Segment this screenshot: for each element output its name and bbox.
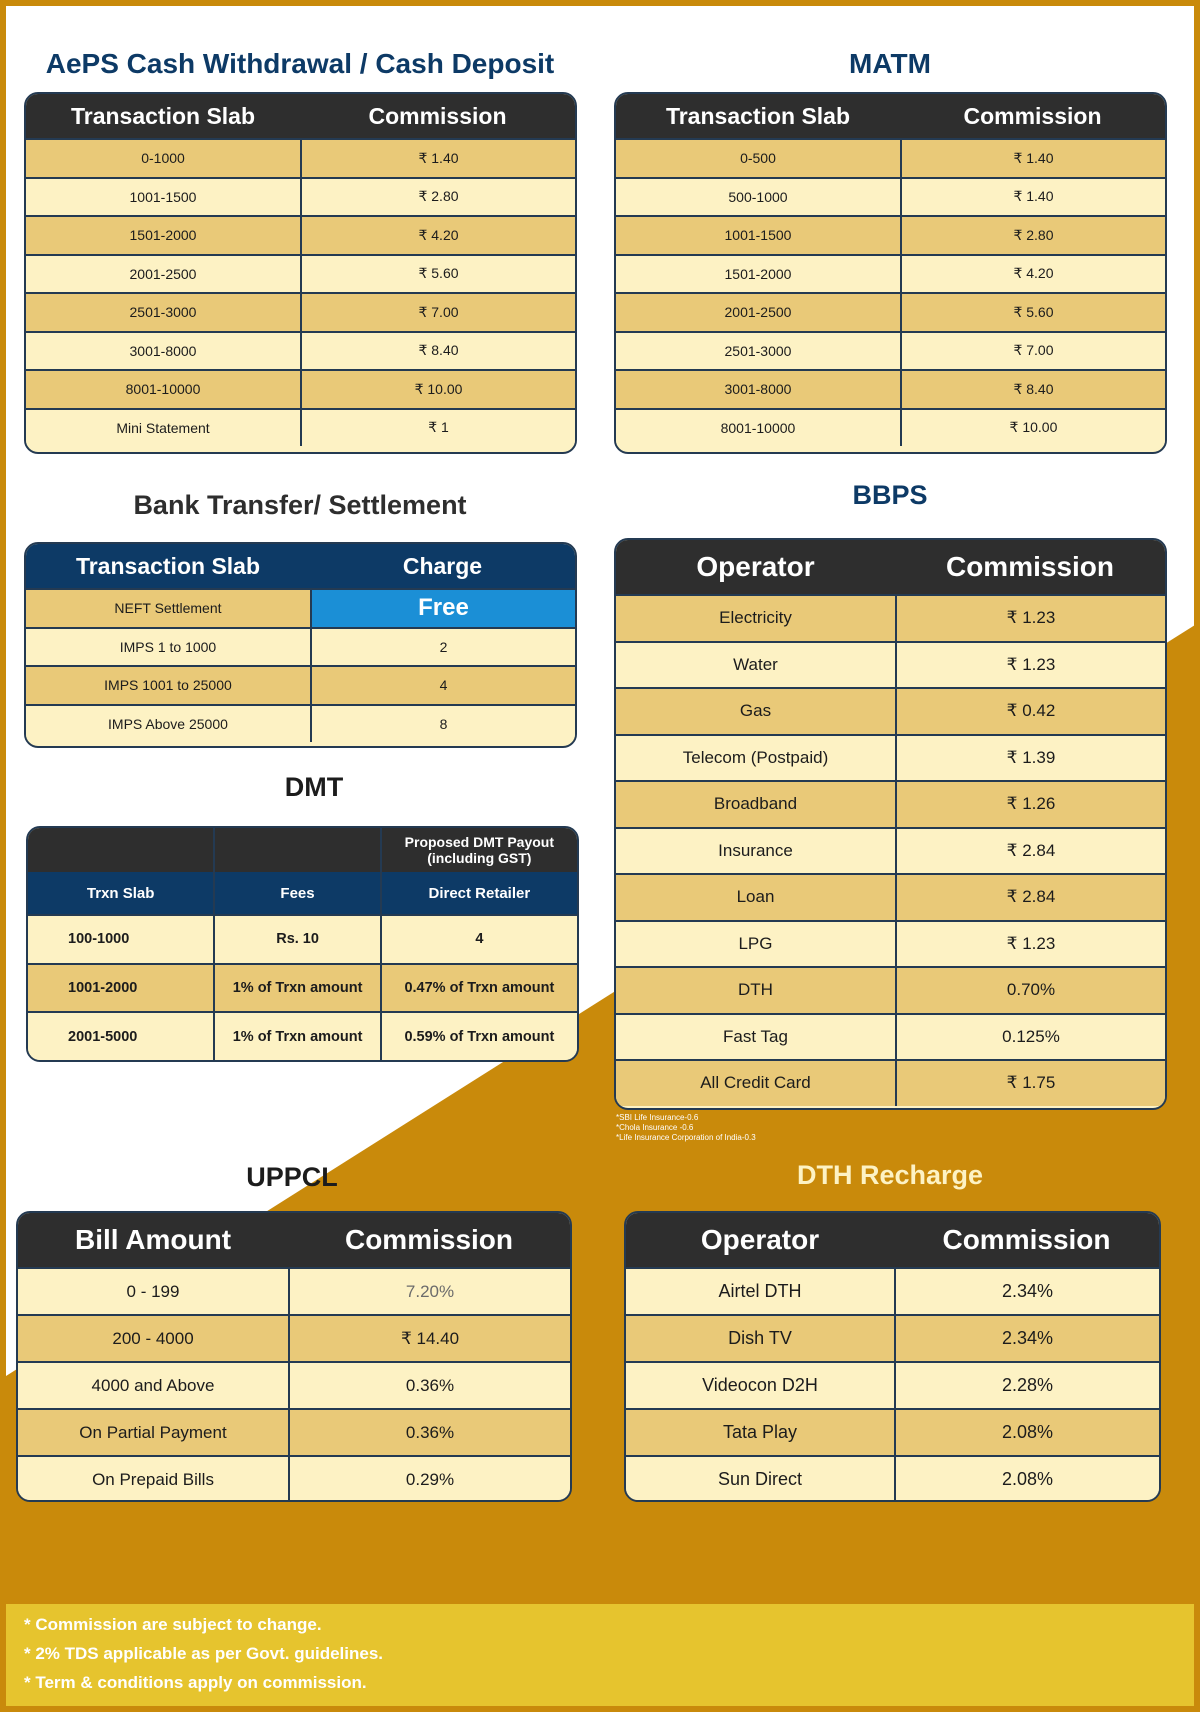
- dmt-table-row: [28, 914, 577, 963]
- aeps-table-cell: ₹ 1: [300, 410, 575, 447]
- dmt-header-cell: Direct Retailer: [380, 872, 577, 914]
- footer-line: * 2% TDS applicable as per Govt. guidelines.: [24, 1644, 383, 1663]
- uppcl-table-cell: On Partial Payment: [79, 1422, 227, 1442]
- bbps-table-row: [616, 594, 1165, 641]
- footer-line: * Commission are subject to change.: [24, 1615, 322, 1634]
- uppcl-table-cell: 200 - 4000: [112, 1328, 194, 1348]
- aeps-header-cell: Transaction Slab: [70, 102, 256, 129]
- dmt-table-row: [28, 1011, 577, 1060]
- bbps-table-cell: DTH: [738, 980, 773, 1000]
- dth-table-cell: Airtel DTH: [718, 1281, 802, 1301]
- dth-table-row: [626, 1314, 1159, 1361]
- matm-header-row: [616, 94, 1165, 138]
- aeps-table-row: [26, 215, 575, 254]
- aeps-table-cell: 1001-1500: [129, 188, 197, 205]
- matm-table-row: [616, 254, 1165, 293]
- dth-table-cell: Videocon D2H: [702, 1375, 818, 1395]
- uppcl-table-row: [18, 1361, 570, 1408]
- bbps-table-row: [616, 734, 1165, 781]
- dth-table-cell: Sun Direct: [717, 1469, 803, 1489]
- aeps-table-cell: 8001-10000: [125, 381, 201, 398]
- bank-header-row: [26, 544, 575, 588]
- bbps-table-cell: ₹ 0.42: [895, 689, 1165, 734]
- matm-table-cell: ₹ 8.40: [900, 371, 1165, 408]
- aeps-table-row: [26, 138, 575, 177]
- bbps-table-row: [616, 966, 1165, 1013]
- dmt-table-cell: 4: [380, 916, 577, 963]
- bank-table-cell: IMPS 1001 to 25000: [104, 677, 232, 694]
- aeps-table-row: [26, 408, 575, 447]
- uppcl-table-cell: 0 - 199: [126, 1281, 180, 1301]
- bank-table-row: [26, 588, 575, 627]
- aeps-table-cell: 1501-2000: [129, 227, 197, 244]
- aeps-table-row: [26, 254, 575, 293]
- uppcl-table-cell: 0.36%: [288, 1363, 570, 1408]
- bank-table-cell: 2: [310, 629, 575, 666]
- bbps-title: BBPS: [852, 480, 928, 510]
- dth-header-cell: Operator: [700, 1224, 820, 1255]
- dth-table-row: [626, 1267, 1159, 1314]
- matm-table-cell: 1001-1500: [724, 227, 792, 244]
- dmt-table-cell: 0.59% of Trxn amount: [380, 1013, 577, 1060]
- dth-header-row: [626, 1213, 1159, 1267]
- bbps-notes: [616, 1113, 756, 1143]
- bbps-table-cell: ₹ 1.23: [895, 643, 1165, 688]
- dmt-title: DMT: [284, 772, 344, 802]
- matm-table-cell: 2501-3000: [724, 342, 792, 359]
- bank-table-cell: IMPS 1 to 1000: [119, 638, 217, 655]
- bank-table-cell: 4: [310, 667, 575, 704]
- matm-table-cell: 0-500: [740, 150, 776, 167]
- dth-table: [624, 1211, 1161, 1502]
- bbps-table-cell: Fast Tag: [723, 1026, 788, 1046]
- bbps-note: *Life Insurance Corporation of India-0.3: [616, 1133, 756, 1142]
- bbps-table-cell: 0.70%: [895, 968, 1165, 1013]
- uppcl-table: [16, 1211, 572, 1502]
- bbps-table-cell: Electricity: [719, 608, 792, 628]
- dmt-header-cell: Trxn Slab: [86, 884, 155, 902]
- dmt-header-cell: Fees: [213, 872, 379, 914]
- bbps-table-cell: ₹ 1.23: [895, 596, 1165, 641]
- matm-header-cell: Commission: [963, 102, 1102, 129]
- uppcl-header-cell: Bill Amount: [74, 1224, 232, 1255]
- uppcl-table-cell: 4000 and Above: [91, 1375, 215, 1395]
- aeps-table-cell: Mini Statement: [116, 419, 210, 436]
- dth-table-cell: 2.08%: [894, 1457, 1159, 1502]
- matm-table-cell: ₹ 1.40: [900, 179, 1165, 216]
- bbps-table-cell: Broadband: [713, 794, 798, 814]
- bank-title: Bank Transfer/ Settlement: [133, 490, 467, 520]
- matm-table-cell: 8001-10000: [720, 419, 796, 436]
- bbps-table-row: [616, 1059, 1165, 1106]
- bank-table-row: [26, 704, 575, 743]
- bbps-table-cell: Insurance: [718, 840, 793, 860]
- bank-table: [24, 542, 577, 748]
- dmt-top-header-cell: [28, 828, 213, 872]
- bbps-header-cell: Commission: [945, 551, 1114, 582]
- matm-table-cell: 2001-2500: [724, 304, 792, 321]
- bank-table-row: [26, 627, 575, 666]
- matm-table-row: [616, 177, 1165, 216]
- bank-table-row: [26, 665, 575, 704]
- dth-table-row: [626, 1408, 1159, 1455]
- aeps-table-cell: ₹ 8.40: [300, 333, 575, 370]
- aeps-table-cell: 3001-8000: [129, 342, 197, 359]
- dmt-header-row: [28, 872, 577, 914]
- aeps-table-cell: ₹ 7.00: [300, 294, 575, 331]
- bbps-table-row: [616, 1013, 1165, 1060]
- dth-title: DTH Recharge: [796, 1160, 984, 1190]
- bbps-note: *Chola Insurance -0.6: [616, 1123, 694, 1132]
- bbps-table-row: [616, 873, 1165, 920]
- bbps-table-cell: ₹ 2.84: [895, 829, 1165, 874]
- matm-table-cell: ₹ 5.60: [900, 294, 1165, 331]
- aeps-table-cell: 2501-3000: [129, 304, 197, 321]
- matm-table-cell: ₹ 2.80: [900, 217, 1165, 254]
- bbps-table-cell: Telecom (Postpaid): [682, 747, 829, 767]
- bbps-table-cell: ₹ 1.39: [895, 736, 1165, 781]
- matm-table-cell: 3001-8000: [724, 381, 792, 398]
- matm-table-row: [616, 138, 1165, 177]
- matm-table-cell: ₹ 1.40: [900, 140, 1165, 177]
- dth-header-cell: Commission: [942, 1224, 1111, 1255]
- bank-table-cell: NEFT Settlement: [114, 600, 222, 617]
- aeps-header-row: [26, 94, 575, 138]
- aeps-table-row: [26, 369, 575, 408]
- matm-table-row: [616, 369, 1165, 408]
- bbps-table-cell: Loan: [736, 887, 775, 907]
- dth-table-cell: 2.34%: [894, 1316, 1159, 1361]
- bbps-table-row: [616, 687, 1165, 734]
- matm-table-cell: ₹ 4.20: [900, 256, 1165, 293]
- dth-table-row: [626, 1455, 1159, 1502]
- aeps-table-cell: ₹ 5.60: [300, 256, 575, 293]
- uppcl-table-cell: 7.20%: [288, 1269, 570, 1314]
- matm-title: MATM: [849, 48, 931, 79]
- aeps-table-cell: 2001-2500: [129, 265, 197, 282]
- aeps-table-cell: ₹ 4.20: [300, 217, 575, 254]
- matm-table-cell: ₹ 7.00: [900, 333, 1165, 370]
- bank-header-cell: Charge: [402, 552, 483, 579]
- aeps-table-cell: 0-1000: [141, 150, 185, 167]
- matm-table-row: [616, 215, 1165, 254]
- dth-table-cell: Dish TV: [728, 1328, 792, 1348]
- bbps-table: [614, 538, 1167, 1110]
- aeps-table: [24, 92, 577, 454]
- uppcl-table-cell: On Prepaid Bills: [92, 1469, 214, 1489]
- aeps-table-cell: ₹ 1.40: [300, 140, 575, 177]
- matm-table-cell: ₹ 10.00: [900, 410, 1165, 447]
- dmt-table-row: [28, 963, 577, 1012]
- dth-table-cell: 2.28%: [894, 1363, 1159, 1408]
- aeps-table-row: [26, 292, 575, 331]
- bank-header-cell: Transaction Slab: [75, 552, 261, 579]
- bbps-table-row: [616, 827, 1165, 874]
- uppcl-header-row: [18, 1213, 570, 1267]
- uppcl-table-cell: ₹ 14.40: [288, 1316, 570, 1361]
- matm-header-cell: Transaction Slab: [665, 102, 851, 129]
- footer-line: * Term & conditions apply on commission.: [24, 1673, 367, 1692]
- dth-table-cell: 2.08%: [894, 1410, 1159, 1455]
- bbps-table-cell: Gas: [739, 701, 772, 721]
- bbps-table-cell: LPG: [738, 933, 773, 953]
- aeps-title: AePS Cash Withdrawal / Cash Deposit: [45, 48, 555, 79]
- dmt-table-cell: 1% of Trxn amount: [213, 1013, 379, 1060]
- bbps-table-cell: ₹ 1.75: [895, 1061, 1165, 1106]
- bbps-table-cell: Water: [733, 654, 778, 674]
- dmt-table: [26, 826, 579, 1062]
- free-badge: Free: [310, 590, 575, 627]
- matm-table-cell: 1501-2000: [724, 265, 792, 282]
- uppcl-table-cell: 0.36%: [288, 1410, 570, 1455]
- dmt-top-header-cell: Proposed DMT Payout (including GST): [380, 828, 577, 872]
- dmt-table-cell: Rs. 10: [213, 916, 379, 963]
- bbps-table-row: [616, 641, 1165, 688]
- dmt-table-cell: 100-1000: [68, 931, 130, 948]
- dmt-table-cell: 1% of Trxn amount: [213, 965, 379, 1012]
- aeps-header-cell: Commission: [368, 102, 507, 129]
- matm-table-cell: 500-1000: [728, 188, 788, 205]
- matm-table-row: [616, 408, 1165, 447]
- uppcl-table-row: [18, 1267, 570, 1314]
- dmt-table-cell: 2001-5000: [68, 1028, 138, 1045]
- dth-table-cell: 2.34%: [894, 1269, 1159, 1314]
- bbps-header-cell: Operator: [696, 551, 815, 582]
- aeps-table-row: [26, 177, 575, 216]
- dmt-table-cell: 1001-2000: [68, 980, 138, 997]
- bbps-table-cell: ₹ 1.26: [895, 782, 1165, 827]
- aeps-table-row: [26, 331, 575, 370]
- dmt-top-header-cell: [213, 828, 379, 872]
- bbps-table-cell: ₹ 1.23: [895, 922, 1165, 967]
- uppcl-table-row: [18, 1408, 570, 1455]
- bank-table-cell: IMPS Above 25000: [108, 715, 228, 732]
- bbps-table-cell: ₹ 2.84: [895, 875, 1165, 920]
- dmt-table-cell: 0.47% of Trxn amount: [380, 965, 577, 1012]
- dth-table-row: [626, 1361, 1159, 1408]
- uppcl-table-row: [18, 1455, 570, 1502]
- matm-table-row: [616, 292, 1165, 331]
- matm-table: [614, 92, 1167, 454]
- bbps-table-cell: All Credit Card: [700, 1073, 811, 1093]
- dth-table-cell: Tata Play: [722, 1422, 798, 1442]
- bbps-table-cell: 0.125%: [895, 1015, 1165, 1060]
- bbps-table-row: [616, 920, 1165, 967]
- uppcl-table-row: [18, 1314, 570, 1361]
- footer-notes: [6, 1604, 1194, 1706]
- uppcl-title: UPPCL: [246, 1162, 338, 1192]
- bbps-table-row: [616, 780, 1165, 827]
- bank-table-cell: 8: [310, 706, 575, 743]
- aeps-table-cell: ₹ 10.00: [300, 371, 575, 408]
- uppcl-table-cell: 0.29%: [288, 1457, 570, 1502]
- bbps-note: *SBI Life Insurance-0.6: [616, 1113, 699, 1122]
- bbps-header-row: [616, 540, 1165, 594]
- dmt-top-header-row: [28, 828, 577, 872]
- matm-table-row: [616, 331, 1165, 370]
- aeps-table-cell: ₹ 2.80: [300, 179, 575, 216]
- uppcl-header-cell: Commission: [344, 1224, 514, 1255]
